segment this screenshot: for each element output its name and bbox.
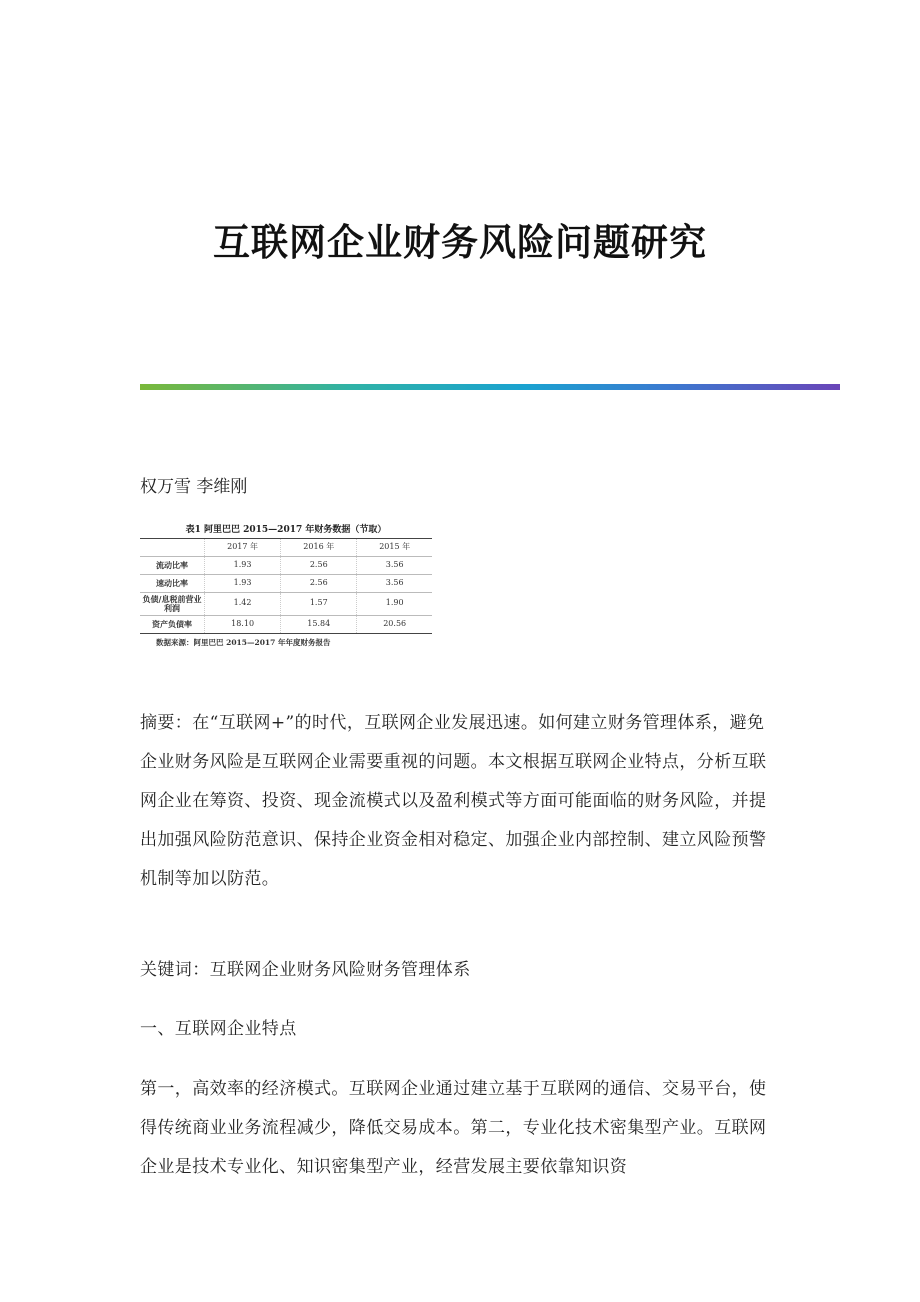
table-row: [140, 593, 432, 616]
row-label: 流动比率: [140, 557, 205, 575]
table-cell: 2.56: [281, 557, 357, 575]
table-header-cell: 2017 年: [205, 539, 281, 557]
table-row: [140, 557, 432, 575]
body-paragraph: 第一，高效率的经济模式。互联网企业通过建立基于互联网的通信、交易平台，使得传统商业业务流程减少，降低交易成本。第二，专业化技术密集型产业。互联网企业是技术专业化、知识密集型产业，经营发展主要依靠知识资: [140, 1079, 767, 1177]
authors: 权万雪 李维刚: [140, 477, 248, 497]
table-source-note: 数据来源：阿里巴巴 2015—2017 年年度财务报告: [156, 637, 331, 647]
table-header-cell: [140, 539, 205, 557]
financial-data-table-figure: [140, 522, 432, 672]
table-cell: 1.42: [205, 593, 281, 616]
table-cell: 20.56: [357, 615, 432, 633]
table-cell: 1.93: [205, 557, 281, 575]
financial-data-table: [140, 538, 432, 634]
table-cell: 1.93: [205, 575, 281, 593]
table-row: [140, 615, 432, 633]
table-cell: 15.84: [281, 615, 357, 633]
row-label: 速动比率: [140, 575, 205, 593]
section-heading: 一、互联网企业特点: [140, 1019, 297, 1039]
table-cell: 18.10: [205, 615, 281, 633]
row-label: 资产负债率: [140, 615, 205, 633]
table-header-cell: 2016 年: [281, 539, 357, 557]
table-cell: 1.57: [281, 593, 357, 616]
table-row: [140, 575, 432, 593]
abstract: 摘要：在“互联网+”的时代，互联网企业发展迅速。如何建立财务管理体系，避免企业财务风险是互联网企业需要重视的问题。本文根据互联网企业特点，分析互联网企业在筹资、投资、现金流模式以及盈利模式等方面可能面临的财务风险，并提出加强风险防范意识、保持企业资金相对稳定、加强企业内部控制、建立风险预警机制等加以防范。: [140, 713, 767, 889]
table-header-cell: 2015 年: [357, 539, 432, 557]
table-cell: 1.90: [357, 593, 432, 616]
table-cell: 3.56: [357, 557, 432, 575]
table-caption: 表1 阿里巴巴 2015—2017 年财务数据（节取）: [185, 525, 387, 535]
table-header-row: [140, 539, 432, 557]
paper-title: 互联网企业财务风险问题研究: [213, 220, 707, 264]
table-cell: 3.56: [357, 575, 432, 593]
table-cell: 2.56: [281, 575, 357, 593]
keywords: 关键词：互联网企业财务风险财务管理体系: [140, 960, 471, 980]
row-label: 负债/息税前营业利润: [140, 593, 205, 616]
gradient-divider: [140, 384, 840, 390]
